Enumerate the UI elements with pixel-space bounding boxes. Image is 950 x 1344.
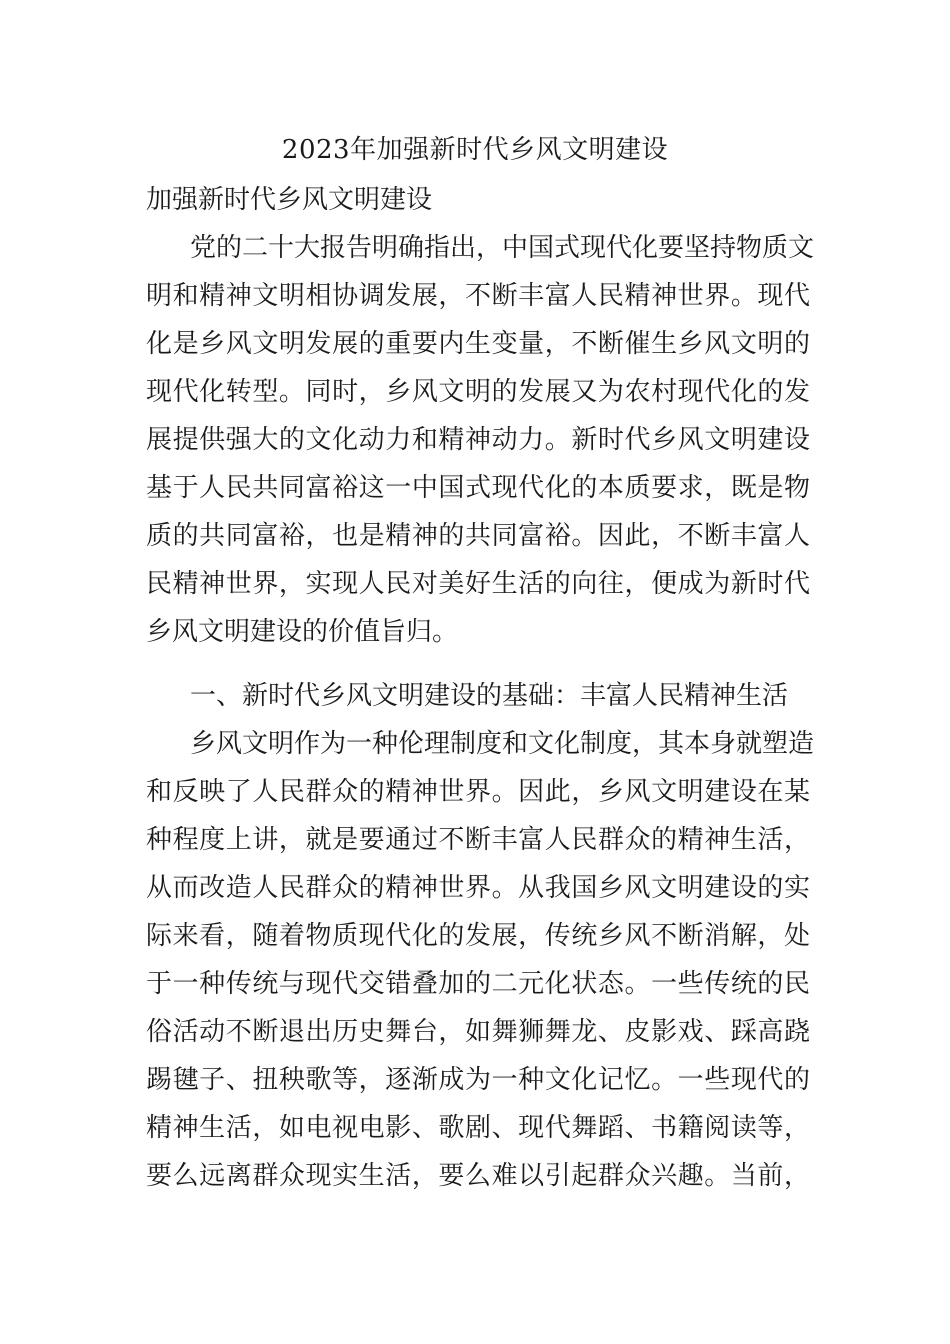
paragraph-line: 种程度上讲，就是要通过不断丰富人民群众的精神生活，	[146, 825, 810, 855]
paragraph-line: 于一种传统与现代交错叠加的二元化状态。一些传统的民	[146, 969, 810, 999]
paragraph-line: 化是乡风文明发展的重要内生变量，不断催生乡风文明的	[146, 329, 810, 359]
paragraph-line: 明和精神文明相协调发展，不断丰富人民精神世界。现代	[146, 281, 810, 311]
paragraph-line: 基于人民共同富裕这一中国式现代化的本质要求，既是物	[146, 473, 810, 503]
paragraph-line: 展提供强大的文化动力和精神动力。新时代乡风文明建设	[146, 425, 810, 455]
document-subtitle: 加强新时代乡风文明建设	[146, 185, 433, 215]
paragraph-line: 俗活动不断退出历史舞台，如舞狮舞龙、皮影戏、踩高跷	[146, 1017, 810, 1047]
paragraph-line: 从而改造人民群众的精神世界。从我国乡风文明建设的实	[146, 873, 810, 903]
paragraph-line: 精神生活，如电视电影、歌剧、现代舞蹈、书籍阅读等，	[146, 1113, 810, 1143]
paragraph-line: 现代化转型。同时，乡风文明的发展又为农村现代化的发	[146, 377, 810, 407]
paragraph-line: 质的共同富裕，也是精神的共同富裕。因此，不断丰富人	[146, 521, 810, 551]
paragraph-line: 民精神世界，实现人民对美好生活的向往，便成为新时代	[146, 569, 810, 599]
paragraph-line: 踢毽子、扭秧歌等，逐渐成为一种文化记忆。一些现代的	[146, 1065, 810, 1095]
paragraph-line: 和反映了人民群众的精神世界。因此，乡风文明建设在某	[146, 777, 810, 807]
paragraph-line: 乡风文明建设的价值旨归。	[146, 617, 459, 647]
paragraph-line: 乡风文明作为一种伦理制度和文化制度，其本身就塑造	[190, 729, 815, 759]
paragraph-line: 党的二十大报告明确指出，中国式现代化要坚持物质文	[190, 233, 815, 263]
section-heading: 一、新时代乡风文明建设的基础：丰富人民精神生活	[190, 681, 789, 711]
paragraph-line: 际来看，随着物质现代化的发展，传统乡风不断消解，处	[146, 921, 810, 951]
paragraph-line: 要么远离群众现实生活，要么难以引起群众兴趣。当前，	[146, 1161, 810, 1191]
document-title: 2023年加强新时代乡风文明建设	[281, 135, 669, 165]
